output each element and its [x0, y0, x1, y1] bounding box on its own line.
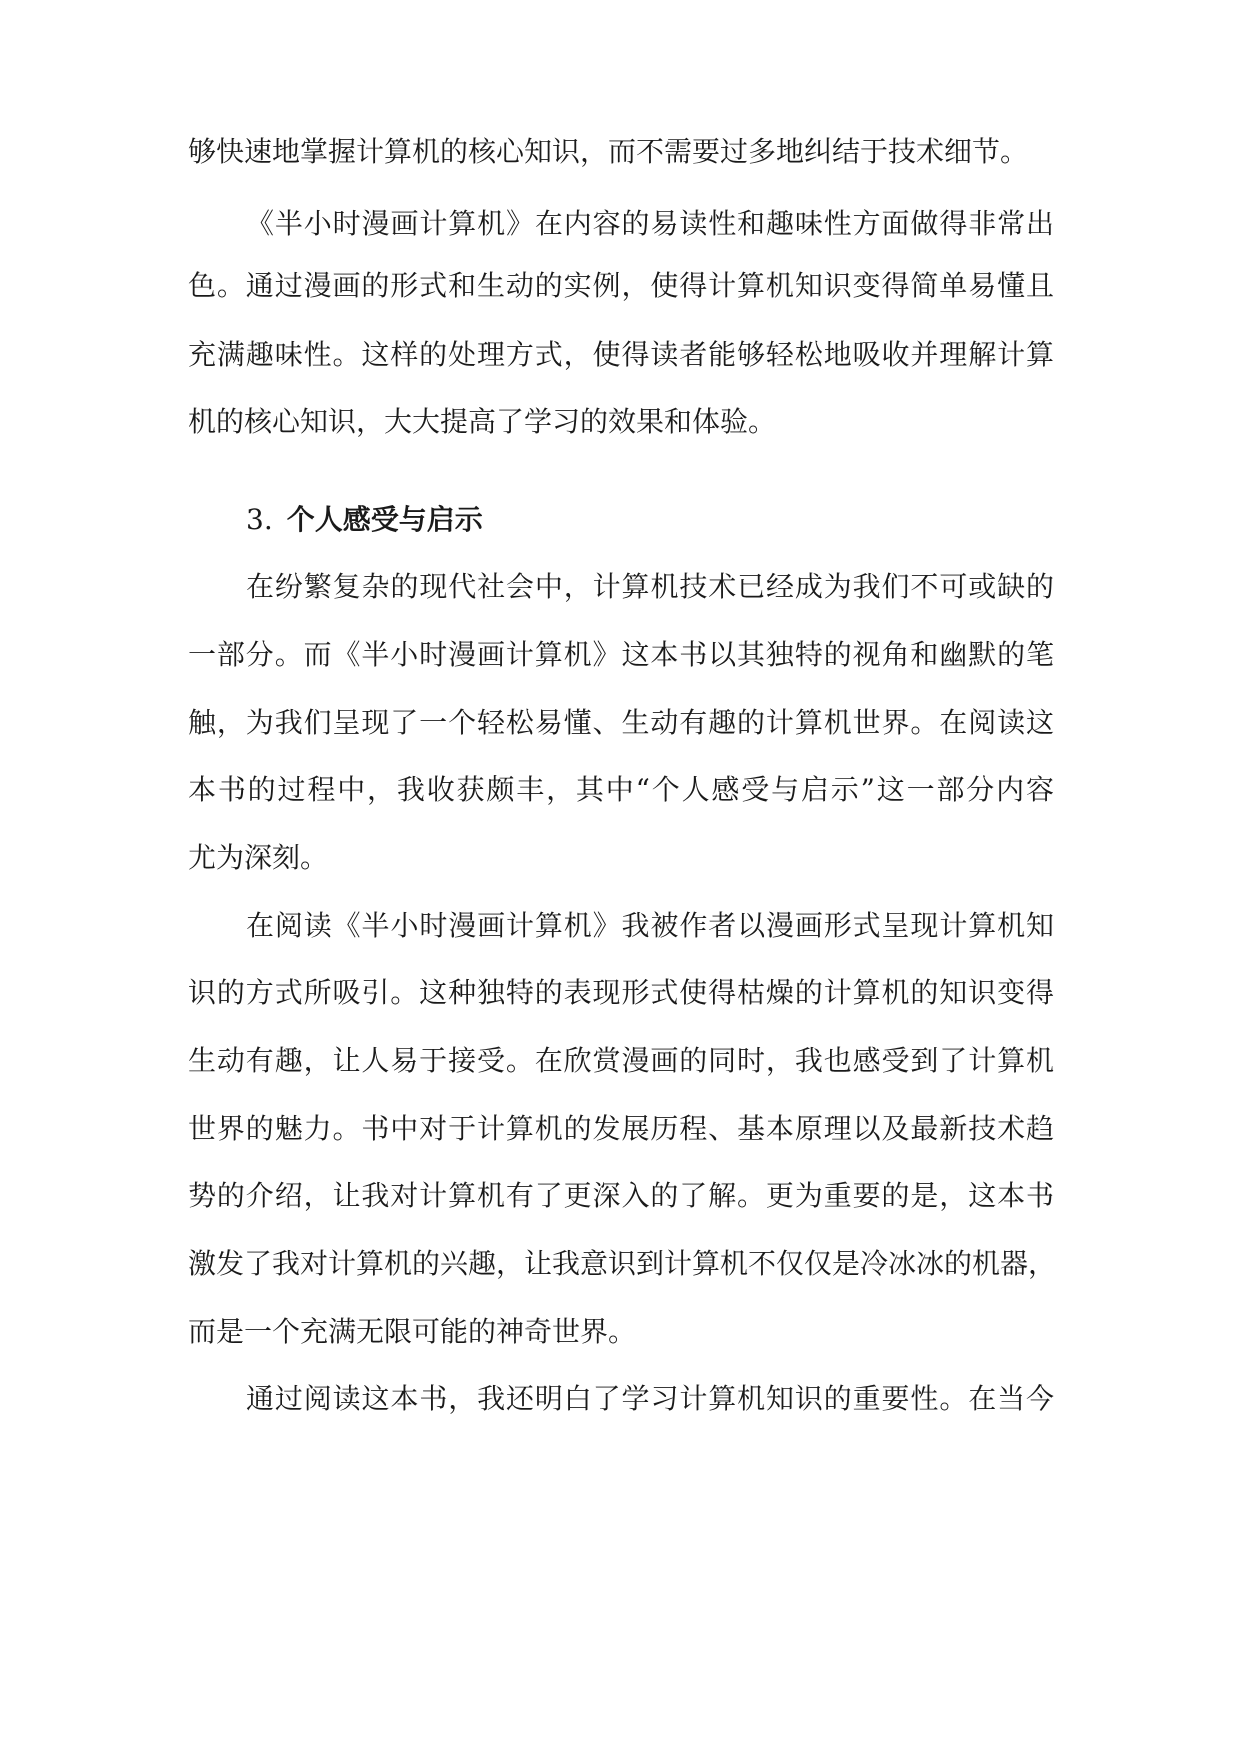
- paragraph-line: 势的介绍，让我对计算机有了更深入的了解。更为重要的是，这本书: [188, 1179, 1054, 1212]
- paragraph-line: 色。通过漫画的形式和生动的实例，使得计算机知识变得简单易懂且: [188, 269, 1054, 302]
- paragraph-line: 通过阅读这本书，我还明白了学习计算机知识的重要性。在当今: [246, 1382, 1054, 1415]
- paragraph-line: 机的核心知识，大大提高了学习的效果和体验。: [188, 405, 777, 438]
- paragraph-line: 在纷繁复杂的现代社会中，计算机技术已经成为我们不可或缺的: [246, 570, 1054, 603]
- paragraph-line: 世界的魅力。书中对于计算机的发展历程、基本原理以及最新技术趋: [188, 1112, 1054, 1145]
- paragraph-line: 触，为我们呈现了一个轻松易懂、生动有趣的计算机世界。在阅读这: [188, 706, 1054, 739]
- section-heading: [246, 502, 483, 538]
- paragraph-line: 在阅读《半小时漫画计算机》我被作者以漫画形式呈现计算机知: [246, 909, 1054, 942]
- paragraph-line: 生动有趣，让人易于接受。在欣赏漫画的同时，我也感受到了计算机: [188, 1044, 1054, 1077]
- paragraph-line: 本书的过程中，我收获颇丰，其中“个人感受与启示”这一部分内容: [188, 773, 1054, 806]
- paragraph-line: 激发了我对计算机的兴趣，让我意识到计算机不仅仅是冷冰冰的机器，: [188, 1247, 1057, 1280]
- section-number: 3.: [246, 503, 273, 536]
- paragraph-line: 充满趣味性。这样的处理方式，使得读者能够轻松地吸收并理解计算: [188, 338, 1054, 371]
- paragraph-line: 识的方式所吸引。这种独特的表现形式使得枯燥的计算机的知识变得: [188, 976, 1054, 1009]
- paragraph-line: 而是一个充满无限可能的神奇世界。: [188, 1315, 637, 1348]
- paragraph-line: 《半小时漫画计算机》在内容的易读性和趣味性方面做得非常出: [246, 207, 1054, 240]
- section-title: 个人感受与启示: [286, 503, 483, 536]
- paragraph-line: 尤为深刻。: [188, 841, 329, 874]
- paragraph-line: 一部分。而《半小时漫画计算机》这本书以其独特的视角和幽默的笔: [188, 638, 1054, 671]
- paragraph-line: 够快速地掌握计算机的核心知识，而不需要过多地纠结于技术细节。: [188, 135, 1029, 168]
